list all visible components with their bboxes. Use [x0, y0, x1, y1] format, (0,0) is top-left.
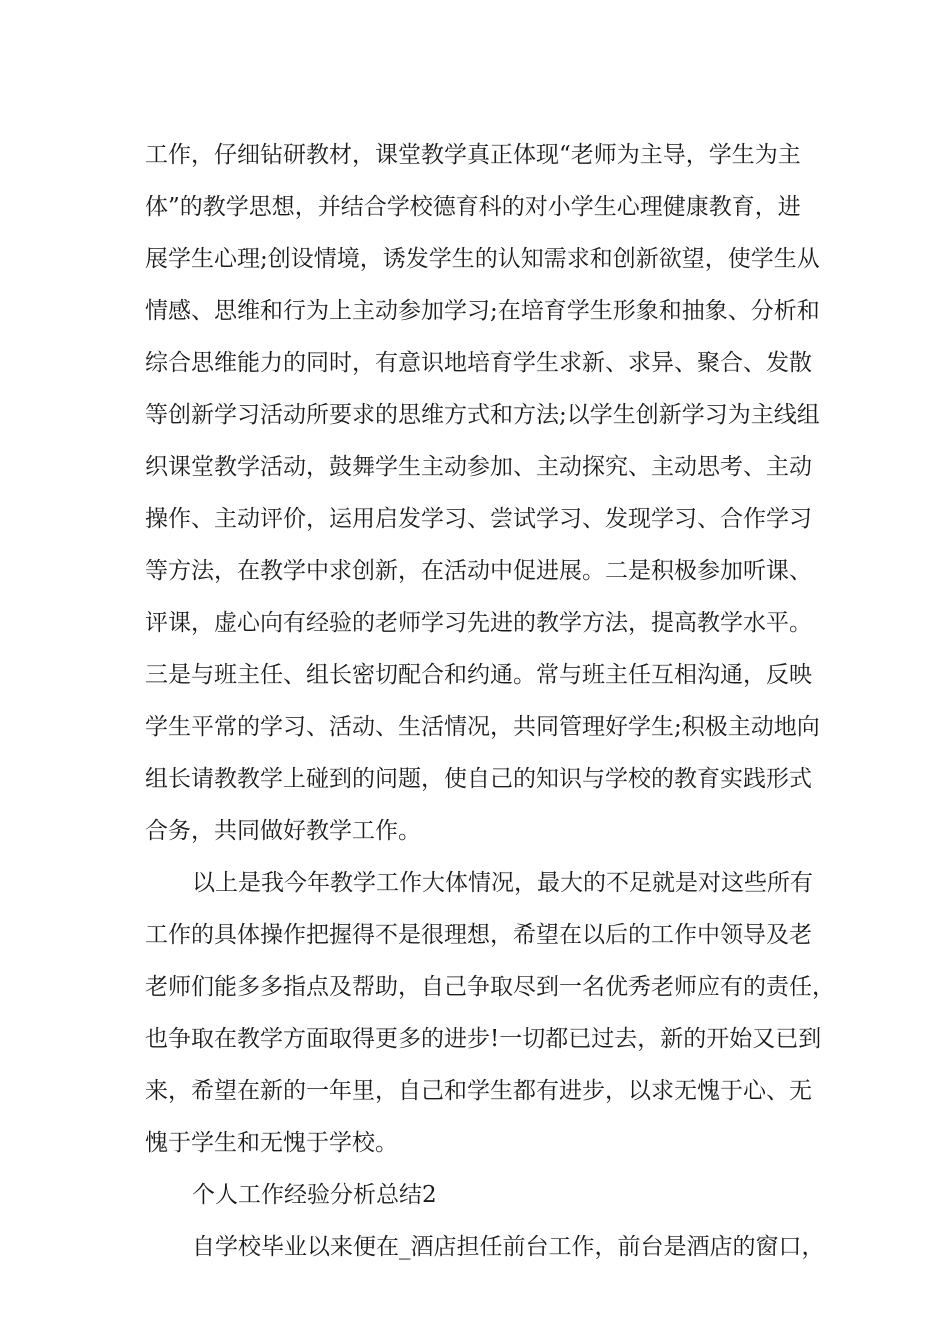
text-line: 来，希望在新的一年里，自己和学生都有进步，以求无愧于心、无	[145, 1078, 812, 1104]
text-line: 工作，仔细钻研教材，课堂教学真正体现“老师为主导，学生为主	[145, 142, 801, 168]
text-line: 等方法，在教学中求创新，在活动中促进展。二是积极参加听课、	[145, 558, 812, 584]
text-line: 也争取在教学方面取得更多的进步!一切都已过去，新的开始又已到	[145, 1026, 822, 1052]
paragraph-first-line: 自学校毕业以来便在_酒店担任前台工作，前台是酒店的窗口，	[192, 1234, 825, 1260]
text-line: 组长请教教学上碰到的问题，使自己的知识与学校的教育实践形式	[145, 766, 812, 792]
section-heading: 个人工作经验分析总结2	[192, 1182, 437, 1208]
text-line: 展学生心理;创设情境，诱发学生的认知需求和创新欲望，使学生从	[145, 246, 820, 272]
text-line: 三是与班主任、组长密切配合和约通。常与班主任互相沟通，反映	[145, 662, 812, 688]
text-line: 老师们能多多指点及帮助，自己争取尽到一名优秀老师应有的责任，	[145, 974, 835, 1000]
text-line: 工作的具体操作把握得不是很理想，希望在以后的工作中领导及老	[145, 922, 812, 948]
text-line: 愧于学生和无愧于学校。	[145, 1130, 398, 1156]
text-line: 等创新学习活动所要求的思维方式和方法;以学生创新学习为主线组	[145, 402, 820, 428]
text-line: 体”的教学思想，并结合学校德育科的对小学生心理健康教育，进	[145, 194, 801, 220]
text-line: 情感、思维和行为上主动参加学习;在培育学生形象和抽象、分析和	[145, 298, 820, 324]
text-line: 操作、主动评价，运用启发学习、尝试学习、发现学习、合作学习	[145, 506, 812, 532]
paragraph-first-line: 以上是我今年教学工作大体情况，最大的不足就是对这些所有	[192, 870, 813, 896]
text-line: 织课堂教学活动，鼓舞学生主动参加、主动探究、主动思考、主动	[145, 454, 812, 480]
text-line: 综合思维能力的同时，有意识地培育学生求新、求异、聚合、发散	[145, 350, 812, 376]
text-line: 评课，虚心向有经验的老师学习先进的教学方法，提高教学水平。	[145, 610, 812, 636]
text-line: 合务，共同做好教学工作。	[145, 818, 421, 844]
document-body	[145, 129, 835, 1273]
text-line: 学生平常的学习、活动、生活情况，共同管理好学生;积极主动地向	[145, 714, 820, 740]
